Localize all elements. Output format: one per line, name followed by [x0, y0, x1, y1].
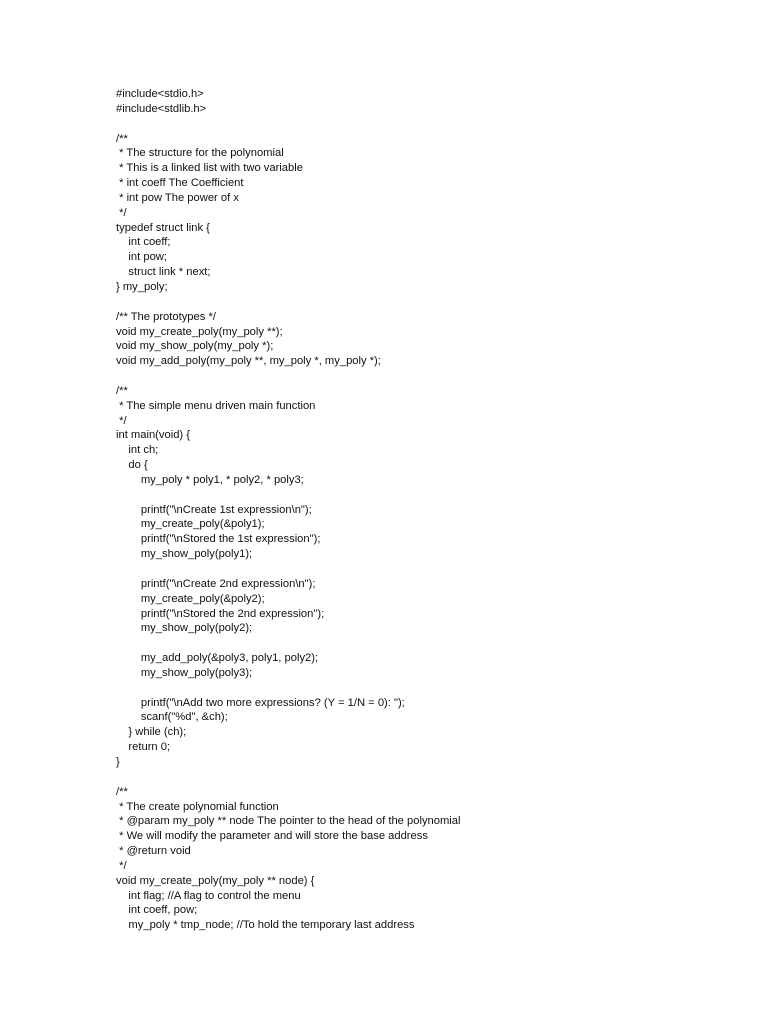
blank-line [116, 562, 736, 577]
code-line: scanf("%d", &ch); [116, 711, 228, 724]
code-line: my_add_poly(&poly3, poly1, poly2); [116, 652, 319, 665]
code-line: * We will modify the parameter and will store the base address [116, 830, 428, 843]
code-line: int ch; [116, 444, 159, 457]
code-line: my_create_poly(&poly2); [116, 592, 265, 605]
code-line: typedef struct link { [116, 221, 210, 234]
code-line: /** [116, 384, 128, 397]
code-line: printf("\nAdd two more expressions? (Y = 1/N = 0): "); [116, 696, 405, 709]
code-line: /** [116, 132, 128, 145]
code-line: struct link * next; [116, 266, 211, 279]
code-line: } my_poly; [116, 280, 168, 293]
code-line: int main(void) { [116, 429, 190, 442]
code-line: * @return void [116, 845, 191, 858]
blank-line [116, 681, 736, 696]
code-line: my_poly * tmp_node; //To hold the temporary last address [116, 919, 415, 932]
code-line: return 0; [116, 741, 171, 754]
blank-line [116, 117, 736, 132]
code-line: } [116, 755, 120, 768]
code-line: * The simple menu driven main function [116, 399, 316, 412]
code-line: #include<stdio.h> [116, 88, 204, 100]
blank-line [116, 488, 736, 503]
code-line: int pow; [116, 251, 167, 264]
code-line: int coeff, pow; [116, 904, 198, 917]
code-line: void my_create_poly(my_poly ** node) { [116, 874, 315, 887]
code-line: * int pow The power of x [116, 191, 239, 204]
code-line: * This is a linked list with two variable [116, 162, 303, 175]
code-line: my_create_poly(&poly1); [116, 518, 265, 531]
code-line: int flag; //A flag to control the menu [116, 889, 301, 902]
code-line: printf("\nCreate 2nd expression\n"); [116, 577, 316, 590]
code-line: my_show_poly(poly1); [116, 548, 253, 561]
code-line: * @param my_poly ** node The pointer to the head of the polynomial [116, 815, 461, 828]
code-line: my_show_poly(poly2); [116, 622, 253, 635]
code-line: int coeff; [116, 236, 171, 249]
code-line: void my_show_poly(my_poly *); [116, 340, 274, 353]
blank-line [116, 636, 736, 651]
blank-line [116, 369, 736, 384]
code-line: my_poly * poly1, * poly2, * poly3; [116, 473, 304, 486]
code-line: printf("\nCreate 1st expression\n"); [116, 503, 312, 516]
code-line: * int coeff The Coefficient [116, 177, 244, 190]
code-listing [116, 87, 736, 933]
code-line: printf("\nStored the 2nd expression"); [116, 607, 325, 620]
code-line: /** The prototypes */ [116, 310, 216, 323]
code-line: my_show_poly(poly3); [116, 666, 253, 679]
code-line: void my_add_poly(my_poly **, my_poly *, my_poly *); [116, 355, 381, 368]
code-line: /** [116, 785, 128, 798]
code-line: * The structure for the polynomial [116, 147, 284, 160]
code-line: do { [116, 459, 148, 472]
code-line: printf("\nStored the 1st expression"); [116, 533, 321, 546]
code-line: void my_create_poly(my_poly **); [116, 325, 283, 338]
blank-line [116, 295, 736, 310]
code-line: */ [116, 859, 127, 872]
code-line: } while (ch); [116, 726, 187, 739]
blank-line [116, 770, 736, 785]
code-line: */ [116, 206, 127, 219]
code-line: * The create polynomial function [116, 800, 279, 813]
code-line: #include<stdlib.h> [116, 102, 207, 115]
code-line: */ [116, 414, 127, 427]
